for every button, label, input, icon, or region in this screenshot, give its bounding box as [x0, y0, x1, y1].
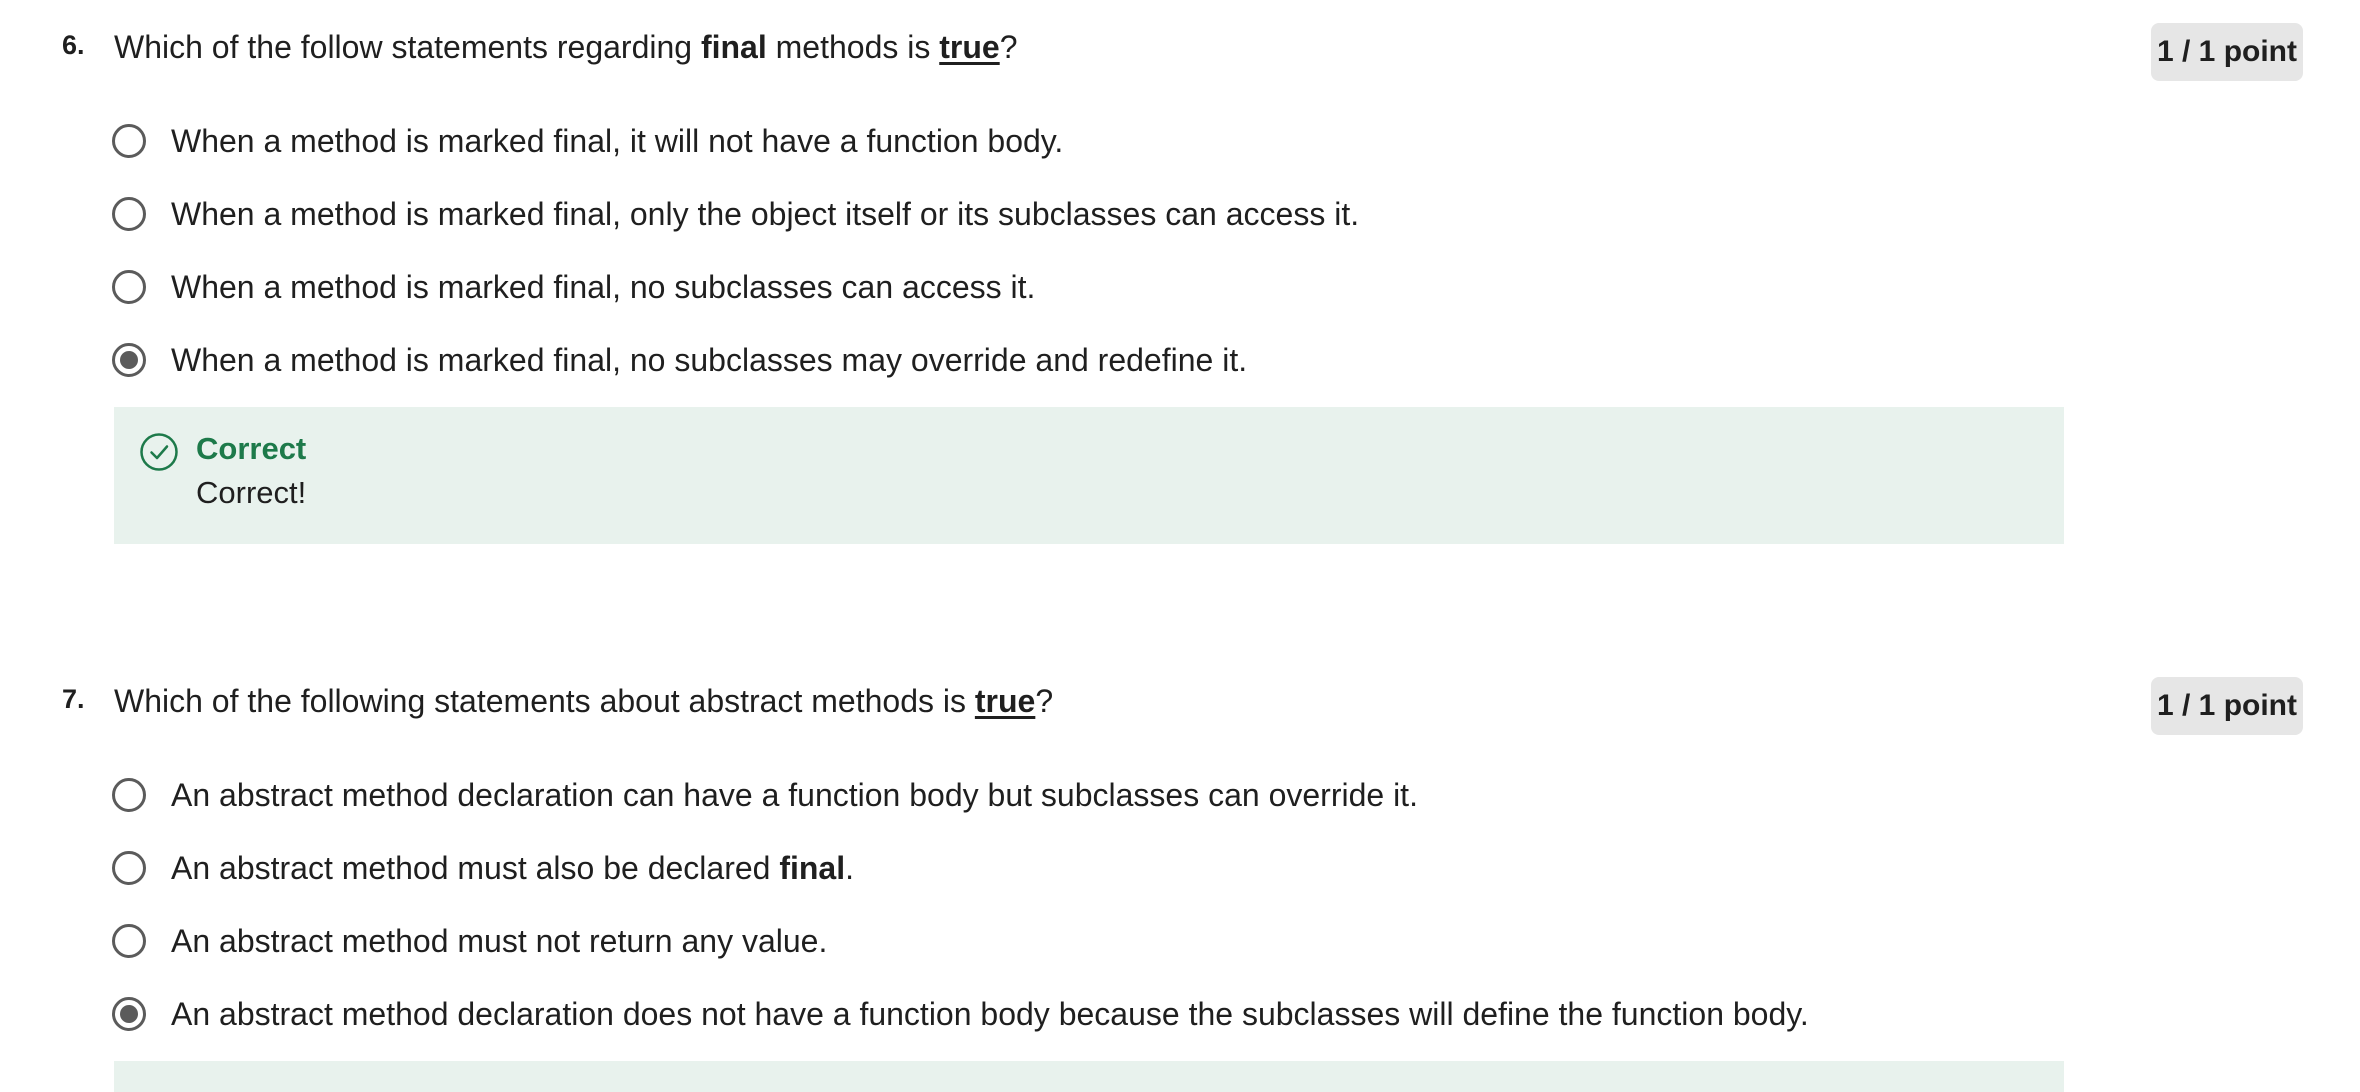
feedback-text: Correct!: [196, 475, 307, 510]
question-number: 7.: [62, 684, 85, 714]
radio-button-selected[interactable]: [112, 997, 146, 1031]
option-label-text: An abstract method must also be declared: [171, 850, 780, 886]
question-prompt: [114, 27, 1018, 67]
prompt-bold-term: final: [700, 29, 767, 65]
option-label[interactable]: [171, 848, 854, 888]
option-label[interactable]: When a method is marked final, no subclasses may override and redefine it.: [171, 342, 1248, 378]
answer-option[interactable]: [112, 192, 1359, 236]
answer-option[interactable]: [112, 919, 827, 963]
answer-option-selected[interactable]: [112, 338, 1247, 382]
prompt-text: Which of the follow statements regarding: [114, 29, 701, 65]
question-prompt: [114, 681, 1053, 721]
answer-option[interactable]: [112, 119, 1063, 163]
option-label-end: .: [845, 850, 854, 886]
feedback-title: Correct: [196, 431, 307, 466]
option-label[interactable]: An abstract method declaration does not have a function body because the subclasses will define the function body.: [171, 996, 1809, 1032]
prompt-text-middle: methods is: [766, 29, 940, 65]
answer-option[interactable]: [112, 265, 1035, 309]
radio-button[interactable]: [112, 124, 146, 158]
option-label[interactable]: When a method is marked final, no subclasses can access it.: [171, 269, 1036, 305]
answer-option[interactable]: [112, 773, 1418, 817]
option-label-bold: final: [779, 850, 846, 886]
prompt-text-end: ?: [1035, 683, 1054, 719]
radio-button[interactable]: [112, 851, 146, 885]
option-label[interactable]: An abstract method must not return any value.: [171, 923, 828, 959]
prompt-text-end: ?: [999, 29, 1018, 65]
radio-button[interactable]: [112, 270, 146, 304]
prompt-emphasis: true: [974, 683, 1036, 719]
answer-option[interactable]: [112, 846, 854, 890]
check-circle-icon: [139, 432, 179, 472]
option-label[interactable]: When a method is marked final, it will not have a function body.: [171, 123, 1064, 159]
answer-option-selected[interactable]: [112, 992, 1809, 1036]
question-number: 6.: [62, 30, 85, 60]
radio-button-selected[interactable]: [112, 343, 146, 377]
radio-button[interactable]: [112, 778, 146, 812]
radio-button[interactable]: [112, 197, 146, 231]
prompt-emphasis: true: [939, 29, 1000, 65]
radio-button[interactable]: [112, 924, 146, 958]
points-badge: 1 / 1 point: [2151, 23, 2303, 81]
question-7: [0, 654, 2360, 1092]
option-label[interactable]: An abstract method declaration can have a function body but subclasses can override it.: [171, 777, 1418, 813]
points-badge: 1 / 1 point: [2151, 677, 2303, 735]
prompt-text: Which of the following statements about abstract methods is: [114, 683, 975, 719]
option-label[interactable]: When a method is marked final, only the object itself or its subclasses can access it.: [171, 196, 1360, 232]
feedback-panel: [114, 407, 2064, 544]
feedback-panel: [114, 1061, 2064, 1092]
